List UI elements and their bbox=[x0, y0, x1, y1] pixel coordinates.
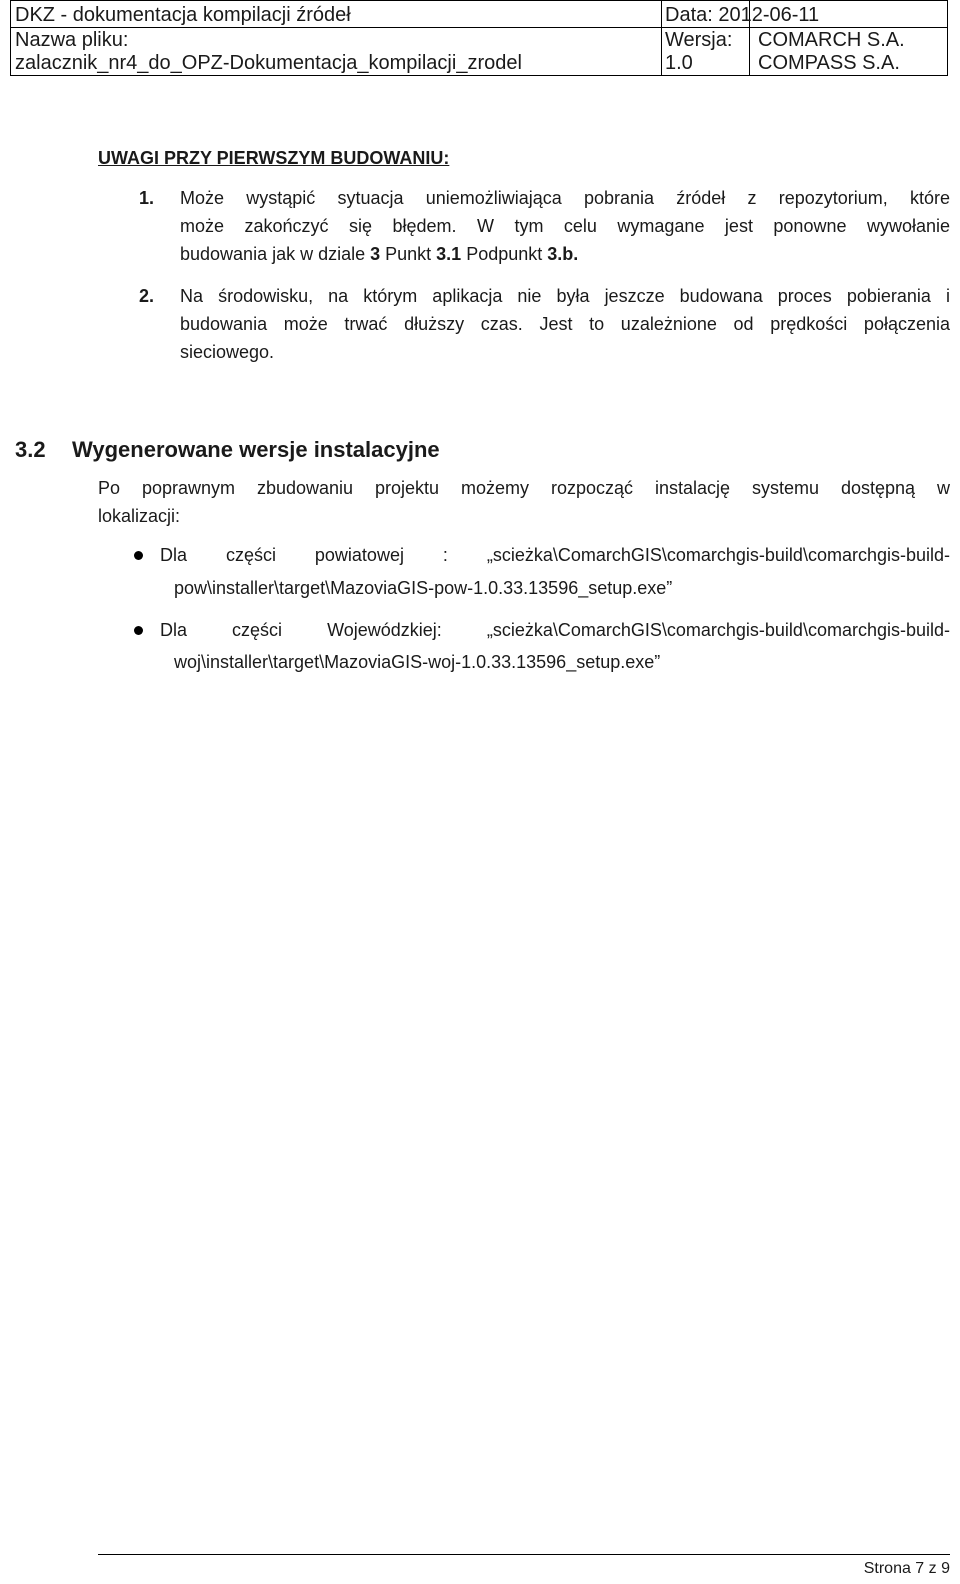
list-number: 1. bbox=[139, 188, 155, 208]
header-company-2: COMPASS S.A. bbox=[758, 52, 900, 74]
note-1-text: budowania jak w dziale bbox=[180, 244, 371, 264]
header-divider bbox=[661, 1, 662, 75]
note-1-line-2: może zakończyć się błędem. W tym celu wymagane jest ponowne wywołanie bbox=[180, 216, 950, 236]
bullet-1-line-2: pow\installer\target\MazoviaGIS-pow-1.0.33.13596_setup.exe” bbox=[174, 578, 673, 598]
header-version: 1.0 bbox=[665, 52, 693, 74]
note-1-ref: 3.b. bbox=[547, 244, 579, 264]
bullet-2-line-1: Dla części Wojewódzkiej: „scieżka\ComarchGIS\comarchgis-build\comarchgis-build- bbox=[160, 620, 950, 640]
bullet-icon bbox=[134, 551, 143, 560]
document-header bbox=[10, 0, 948, 76]
page-number: Strona 7 z 9 bbox=[863, 1560, 950, 1577]
header-filename: zalacznik_nr4_do_OPZ-Dokumentacja_kompilacji_zrodel bbox=[15, 52, 522, 74]
note-1-ref: 3.1 bbox=[436, 244, 462, 264]
note-1-text: Punkt bbox=[380, 244, 437, 264]
list-number: 2. bbox=[139, 286, 155, 306]
note-2-line-3: sieciowego. bbox=[180, 342, 275, 362]
notes-heading: UWAGI PRZY PIERWSZYM BUDOWANIU: bbox=[98, 148, 450, 168]
bullet-icon bbox=[134, 626, 143, 635]
section-title: Wygenerowane wersje instalacyjne bbox=[72, 437, 440, 462]
note-1-ref: 3 bbox=[370, 244, 381, 264]
note-1-text: Podpunkt bbox=[461, 244, 548, 264]
header-title: DKZ - dokumentacja kompilacji źródeł bbox=[15, 4, 351, 26]
section-intro-line-2: lokalizacji: bbox=[98, 506, 181, 526]
note-2-line-1: Na środowisku, na którym aplikacja nie była jeszcze budowana proces pobierania i bbox=[180, 286, 950, 306]
header-company-1: COMARCH S.A. bbox=[758, 29, 905, 51]
bullet-2-line-2: woj\installer\target\MazoviaGIS-woj-1.0.33.13596_setup.exe” bbox=[174, 652, 661, 672]
note-1-line-3 bbox=[180, 243, 578, 265]
note-1-line-1: Może wystąpić sytuacja uniemożliwiająca pobrania źródeł z repozytorium, które bbox=[180, 188, 950, 208]
header-date: Data: 2012-06-11 bbox=[665, 4, 820, 26]
header-filename-label: Nazwa pliku: bbox=[15, 29, 129, 51]
header-version-label: Wersja: bbox=[665, 29, 733, 51]
section-number: 3.2 bbox=[15, 437, 46, 462]
note-2-line-2: budowania może trwać dłuższy czas. Jest to uzależnione od prędkości połączenia bbox=[180, 314, 950, 334]
section-intro-line-1: Po poprawnym zbudowaniu projektu możemy rozpocząć instalację systemu dostępną w bbox=[98, 478, 950, 498]
bullet-1-line-1: Dla części powiatowej : „scieżka\ComarchGIS\comarchgis-build\comarchgis-build- bbox=[160, 545, 950, 565]
header-divider bbox=[11, 27, 947, 28]
footer-rule bbox=[98, 1554, 950, 1555]
